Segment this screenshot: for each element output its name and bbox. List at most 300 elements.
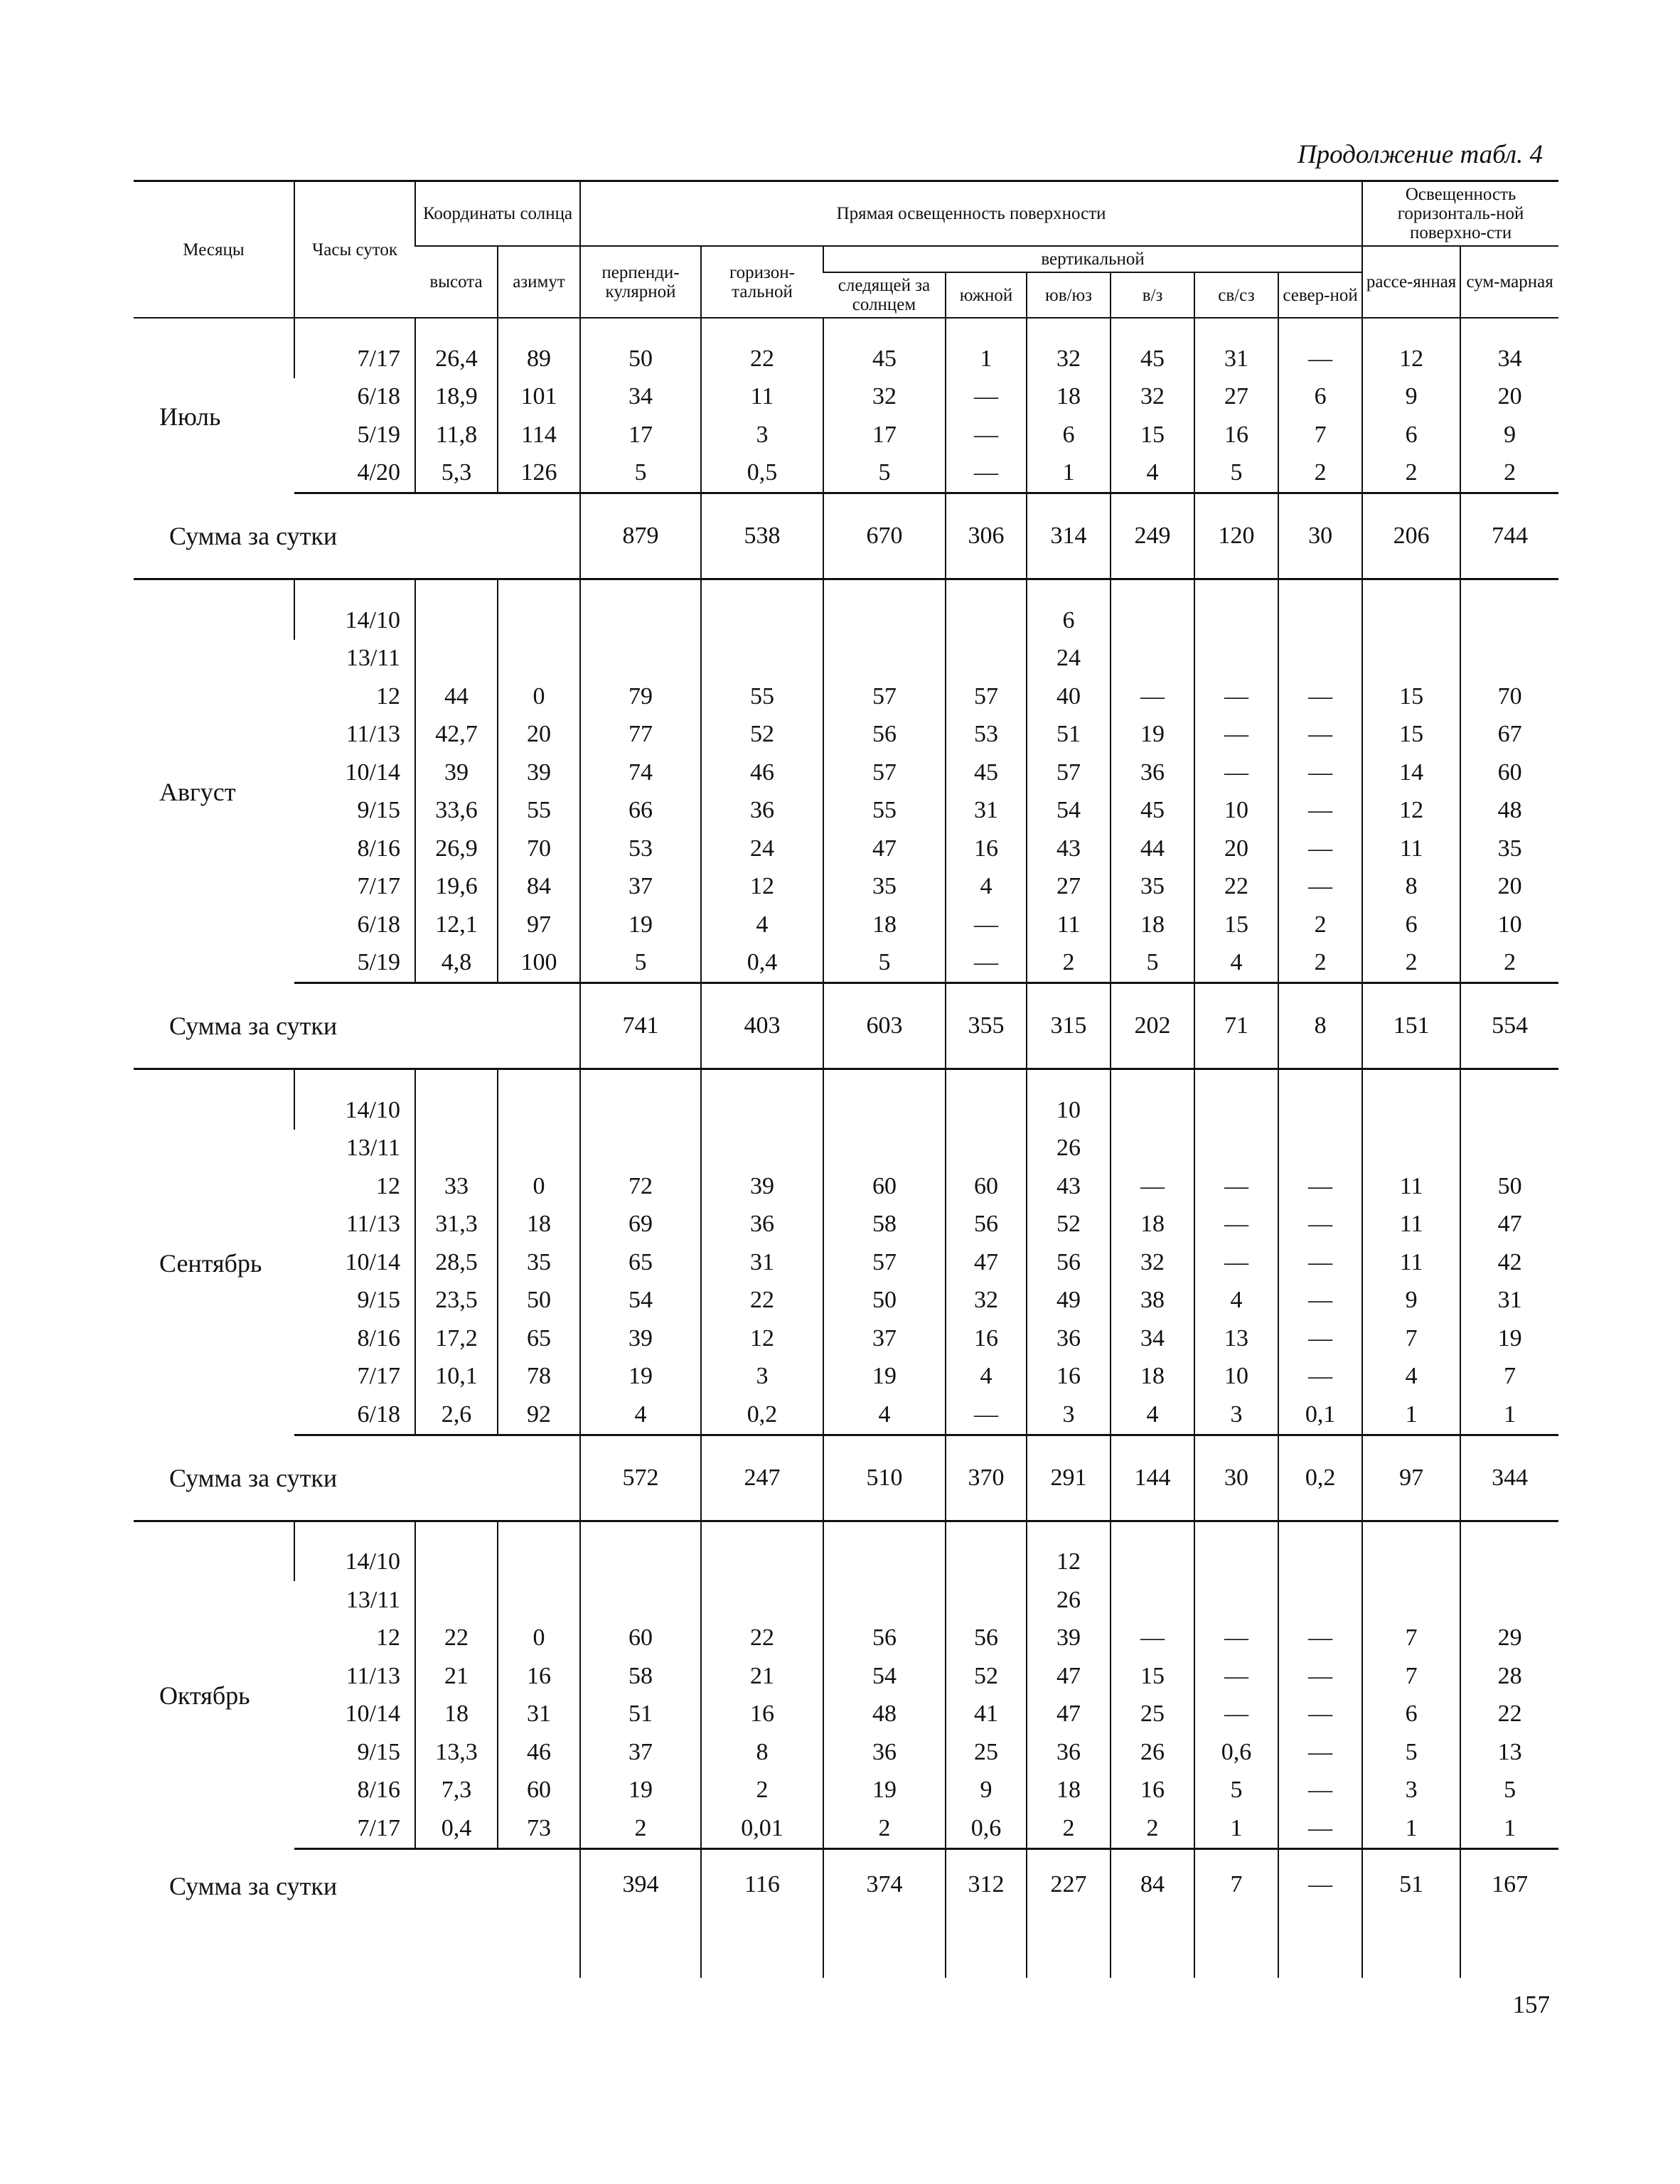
table-cell bbox=[946, 1581, 1027, 1620]
table-cell: 1 bbox=[946, 340, 1027, 378]
table-cell: 5 bbox=[823, 944, 946, 983]
table-cell: 5 bbox=[1194, 454, 1278, 493]
table-cell: 7,3 bbox=[415, 1772, 498, 1810]
header-south: южной bbox=[946, 272, 1027, 318]
table-cell: 12 bbox=[1362, 792, 1460, 830]
table-cell: 19 bbox=[1111, 716, 1194, 754]
table-cell: 40 bbox=[1027, 678, 1111, 716]
sum-cell: 116 bbox=[701, 1848, 823, 1978]
table-cell: 92 bbox=[498, 1396, 580, 1435]
hour-cell: 13/11 bbox=[346, 645, 400, 672]
table-cell: 36 bbox=[701, 1206, 823, 1244]
table-cell bbox=[823, 1581, 946, 1620]
table-cell bbox=[1194, 601, 1278, 640]
table-cell: 65 bbox=[498, 1320, 580, 1358]
table-cell: 17,2 bbox=[415, 1320, 498, 1358]
table-cell: 31 bbox=[498, 1696, 580, 1734]
table-cell bbox=[946, 1091, 1027, 1130]
table-row bbox=[134, 1696, 1558, 1734]
table-cell: — bbox=[1111, 678, 1194, 716]
table-cell bbox=[580, 1130, 701, 1168]
table-cell: 47 bbox=[823, 830, 946, 868]
hour-cell: 9/15 bbox=[357, 1738, 400, 1765]
table-row bbox=[134, 340, 1558, 378]
sum-cell: 84 bbox=[1111, 1848, 1194, 1978]
sum-cell: 741 bbox=[580, 983, 701, 1069]
table-cell: 17 bbox=[823, 416, 946, 454]
table-cell: — bbox=[1278, 716, 1362, 754]
table-cell: 49 bbox=[1027, 1282, 1111, 1320]
table-cell: — bbox=[1278, 754, 1362, 792]
table-cell: 57 bbox=[823, 1243, 946, 1282]
table-cell: — bbox=[946, 906, 1027, 944]
table-cell: — bbox=[1278, 1733, 1362, 1772]
table-cell: 22 bbox=[701, 1282, 823, 1320]
sum-cell: 71 bbox=[1194, 983, 1278, 1069]
table-row bbox=[134, 906, 1558, 944]
table-cell: 36 bbox=[1027, 1733, 1111, 1772]
table-cell: 26 bbox=[1111, 1733, 1194, 1772]
table-cell: 58 bbox=[823, 1206, 946, 1244]
header-vertical: вертикальной bbox=[823, 246, 1362, 272]
table-cell: 32 bbox=[1111, 378, 1194, 417]
table-cell: 56 bbox=[946, 1620, 1027, 1658]
table-cell: 11 bbox=[701, 378, 823, 417]
table-cell: 5 bbox=[1111, 944, 1194, 983]
sum-cell: 30 bbox=[1194, 1435, 1278, 1521]
table-cell: 16 bbox=[946, 1320, 1027, 1358]
hour-cell: 12 bbox=[376, 682, 400, 710]
table-cell: — bbox=[1278, 1320, 1362, 1358]
table-cell: — bbox=[1278, 1657, 1362, 1696]
table-cell: 22 bbox=[415, 1620, 498, 1658]
table-cell: 16 bbox=[1194, 416, 1278, 454]
hour-cell: 8/16 bbox=[357, 835, 400, 862]
sum-cell: 538 bbox=[701, 493, 823, 579]
block-spacer bbox=[134, 579, 1558, 602]
sum-cell: 370 bbox=[946, 1435, 1027, 1521]
table-cell: 2 bbox=[1278, 454, 1362, 493]
table-cell: 32 bbox=[1027, 340, 1111, 378]
table-cell: 6 bbox=[1362, 416, 1460, 454]
sum-cell: 151 bbox=[1362, 983, 1460, 1069]
table-cell: — bbox=[946, 454, 1027, 493]
table-cell: 77 bbox=[580, 716, 701, 754]
table-cell bbox=[1111, 1130, 1194, 1168]
table-cell: 14 bbox=[1362, 754, 1460, 792]
table-row bbox=[134, 944, 1558, 983]
table-cell: 20 bbox=[1194, 830, 1278, 868]
table-cell: 35 bbox=[1460, 830, 1558, 868]
table-cell: — bbox=[1278, 340, 1362, 378]
header-altitude: высота bbox=[415, 246, 498, 318]
table-cell: 55 bbox=[701, 678, 823, 716]
sum-cell: 572 bbox=[580, 1435, 701, 1521]
table-row bbox=[134, 1581, 1558, 1620]
table-cell: 24 bbox=[701, 830, 823, 868]
sum-cell: 603 bbox=[823, 983, 946, 1069]
table-cell: 15 bbox=[1111, 416, 1194, 454]
table-cell: 45 bbox=[1111, 340, 1194, 378]
table-cell: 0,6 bbox=[1194, 1733, 1278, 1772]
table-cell: — bbox=[946, 378, 1027, 417]
table-cell: 0,2 bbox=[701, 1396, 823, 1435]
table-cell bbox=[1111, 601, 1194, 640]
table-cell: 28 bbox=[1460, 1657, 1558, 1696]
table-cell: — bbox=[1194, 754, 1278, 792]
table-cell: 56 bbox=[946, 1206, 1027, 1244]
table-row bbox=[134, 1772, 1558, 1810]
table-cell: 114 bbox=[498, 416, 580, 454]
table-cell: 37 bbox=[823, 1320, 946, 1358]
table-cell: 18 bbox=[498, 1206, 580, 1244]
hour-cell: 10/14 bbox=[345, 1701, 400, 1728]
hour-cell: 10/14 bbox=[345, 1248, 400, 1275]
table-cell: 70 bbox=[1460, 678, 1558, 716]
sum-cell: 306 bbox=[946, 493, 1027, 579]
table-cell: 4 bbox=[701, 906, 823, 944]
table-cell: 57 bbox=[823, 754, 946, 792]
table-cell: 13 bbox=[1460, 1733, 1558, 1772]
header-azimuth: азимут bbox=[498, 246, 580, 318]
table-cell: 4 bbox=[1194, 1282, 1278, 1320]
header-diffuse: рассе-янная bbox=[1362, 246, 1460, 318]
table-cell: 32 bbox=[1111, 1243, 1194, 1282]
table-cell: 43 bbox=[1027, 1167, 1111, 1206]
table-cell: 11,8 bbox=[415, 416, 498, 454]
table-cell: 65 bbox=[580, 1243, 701, 1282]
table-cell: — bbox=[1278, 1809, 1362, 1848]
table-cell: 0,1 bbox=[1278, 1396, 1362, 1435]
table-cell: 47 bbox=[1460, 1206, 1558, 1244]
table-cell: 5,3 bbox=[415, 454, 498, 493]
table-cell: 18 bbox=[1027, 378, 1111, 417]
table-cell: 126 bbox=[498, 454, 580, 493]
table-cell: 11 bbox=[1362, 830, 1460, 868]
table-cell: — bbox=[1194, 1167, 1278, 1206]
hour-cell: 6/18 bbox=[294, 1396, 415, 1435]
table-cell: 69 bbox=[580, 1206, 701, 1244]
table-cell bbox=[415, 1581, 498, 1620]
table-cell: — bbox=[1278, 1620, 1362, 1658]
sum-cell: 167 bbox=[1460, 1848, 1558, 1978]
hour-cell: 5/19 bbox=[357, 421, 400, 448]
table-cell: 31 bbox=[1194, 340, 1278, 378]
table-cell: 1 bbox=[1460, 1396, 1558, 1435]
table-cell: 6 bbox=[1362, 1696, 1460, 1734]
table-cell: 52 bbox=[701, 716, 823, 754]
table-cell: 11 bbox=[1027, 906, 1111, 944]
table-row bbox=[134, 378, 1558, 417]
hour-cell: 10/14 bbox=[345, 759, 400, 786]
header-sun-coords: Координаты солнца bbox=[415, 181, 580, 247]
table-cell: 72 bbox=[580, 1167, 701, 1206]
sum-cell: 227 bbox=[1027, 1848, 1111, 1978]
table-cell: 39 bbox=[498, 754, 580, 792]
table-cell bbox=[580, 1543, 701, 1582]
sum-row bbox=[134, 493, 1558, 579]
hour-cell: 9/15 bbox=[357, 1287, 400, 1314]
sum-cell: 355 bbox=[946, 983, 1027, 1069]
table-cell bbox=[946, 601, 1027, 640]
table-cell: 34 bbox=[580, 378, 701, 417]
table-cell: 6 bbox=[1278, 378, 1362, 417]
table-cell: 24 bbox=[1027, 640, 1111, 678]
hour-cell: 9/15 bbox=[357, 797, 400, 824]
table-cell: 18 bbox=[1111, 1206, 1194, 1244]
table-cell: — bbox=[1194, 1620, 1278, 1658]
hour-cell: 8/16 bbox=[357, 1777, 400, 1804]
table-cell: 56 bbox=[823, 716, 946, 754]
table-cell: 53 bbox=[946, 716, 1027, 754]
table-cell: 0 bbox=[498, 1620, 580, 1658]
table-cell: 32 bbox=[946, 1282, 1027, 1320]
table-cell: 12 bbox=[701, 868, 823, 906]
header-total: сум-марная bbox=[1460, 246, 1558, 318]
table-cell: 20 bbox=[1460, 378, 1558, 417]
table-cell: 7 bbox=[1460, 1358, 1558, 1396]
table-cell: — bbox=[1111, 1620, 1194, 1658]
table-cell: 8 bbox=[701, 1733, 823, 1772]
sum-label: Сумма за сутки bbox=[134, 1435, 580, 1521]
sum-label: Сумма за сутки bbox=[169, 1871, 338, 1900]
table-cell bbox=[1111, 1581, 1194, 1620]
table-cell: 5 bbox=[580, 944, 701, 983]
table-cell: 31,3 bbox=[415, 1206, 498, 1244]
table-row bbox=[134, 792, 1558, 830]
table-cell: 2 bbox=[1278, 906, 1362, 944]
table-row bbox=[134, 454, 1558, 493]
table-cell bbox=[415, 601, 498, 640]
table-cell: — bbox=[1194, 1696, 1278, 1734]
table-row bbox=[134, 1320, 1558, 1358]
header-se-sw: юв/юз bbox=[1027, 272, 1111, 318]
table-row bbox=[134, 1243, 1558, 1282]
table-cell: — bbox=[1194, 716, 1278, 754]
table-cell: 3 bbox=[1027, 1396, 1111, 1435]
table-cell: 18 bbox=[823, 906, 946, 944]
table-cell: 26 bbox=[1027, 1130, 1111, 1168]
table-cell: 39 bbox=[1027, 1620, 1111, 1658]
table-cell: 19 bbox=[823, 1772, 946, 1810]
hour-cell: 13/11 bbox=[346, 1586, 400, 1613]
table-cell: 16 bbox=[498, 1657, 580, 1696]
table-cell: 36 bbox=[1111, 754, 1194, 792]
table-cell bbox=[1460, 1091, 1558, 1130]
table-cell bbox=[823, 1130, 946, 1168]
table-cell: — bbox=[1278, 1206, 1362, 1244]
table-cell bbox=[823, 640, 946, 678]
sum-cell: 670 bbox=[823, 493, 946, 579]
table-cell: 10,1 bbox=[415, 1358, 498, 1396]
table-cell bbox=[1111, 1091, 1194, 1130]
table-cell: 53 bbox=[580, 830, 701, 868]
table-cell: 19 bbox=[1460, 1320, 1558, 1358]
table-cell: 2 bbox=[1460, 454, 1558, 493]
table-cell bbox=[1278, 1091, 1362, 1130]
table-cell: 15 bbox=[1194, 906, 1278, 944]
sum-cell: 291 bbox=[1027, 1435, 1111, 1521]
table-cell: 18,9 bbox=[415, 378, 498, 417]
hour-cell: 14/10 bbox=[294, 601, 415, 640]
table-cell: 21 bbox=[701, 1657, 823, 1696]
table-cell: 3 bbox=[701, 1358, 823, 1396]
table-cell: 60 bbox=[823, 1167, 946, 1206]
table-cell: 0,5 bbox=[701, 454, 823, 493]
table-cell: — bbox=[1111, 1167, 1194, 1206]
table-body bbox=[134, 318, 1558, 1978]
table-cell: 45 bbox=[946, 754, 1027, 792]
table-cell: 54 bbox=[580, 1282, 701, 1320]
table-cell bbox=[498, 1091, 580, 1130]
table-cell: 4 bbox=[1111, 454, 1194, 493]
table-cell: 9 bbox=[1460, 416, 1558, 454]
table-cell bbox=[823, 1091, 946, 1130]
table-cell: 2 bbox=[580, 1809, 701, 1848]
table-cell bbox=[1278, 601, 1362, 640]
table-cell: 60 bbox=[498, 1772, 580, 1810]
table-cell: 19 bbox=[580, 1358, 701, 1396]
table-cell: 3 bbox=[1194, 1396, 1278, 1435]
table-cell: 27 bbox=[1027, 868, 1111, 906]
table-cell: 70 bbox=[498, 830, 580, 868]
table-cell: 34 bbox=[1111, 1320, 1194, 1358]
table-cell bbox=[1278, 1130, 1362, 1168]
table-cell bbox=[580, 601, 701, 640]
table-row bbox=[134, 1282, 1558, 1320]
table-cell bbox=[1362, 1130, 1460, 1168]
table-cell bbox=[498, 1130, 580, 1168]
table-cell: 13,3 bbox=[415, 1733, 498, 1772]
illumination-table bbox=[134, 180, 1558, 1978]
table-cell: 51 bbox=[1027, 716, 1111, 754]
sum-cell: 344 bbox=[1460, 1435, 1558, 1521]
table-cell bbox=[701, 1091, 823, 1130]
table-cell: 7 bbox=[1362, 1320, 1460, 1358]
block-spacer bbox=[134, 318, 1558, 340]
table-cell bbox=[1362, 1091, 1460, 1130]
table-cell: 2 bbox=[823, 1809, 946, 1848]
header-direct-illumination: Прямая освещенность поверхности bbox=[580, 181, 1362, 247]
table-cell: 57 bbox=[823, 678, 946, 716]
table-caption: Продолжение табл. 4 bbox=[1297, 140, 1543, 169]
table-row bbox=[134, 716, 1558, 754]
table-cell: 31 bbox=[1460, 1282, 1558, 1320]
table-row bbox=[134, 1543, 1558, 1582]
table-cell: 2 bbox=[1460, 944, 1558, 983]
table-cell: — bbox=[1278, 830, 1362, 868]
table-cell: 26 bbox=[1027, 1581, 1111, 1620]
table-cell bbox=[1460, 1581, 1558, 1620]
table-cell: 4 bbox=[946, 868, 1027, 906]
table-cell: 11 bbox=[1362, 1167, 1460, 1206]
header-months: Месяцы bbox=[134, 181, 294, 318]
table-row bbox=[134, 754, 1558, 792]
table-cell: — bbox=[1278, 1167, 1362, 1206]
table-cell: 73 bbox=[498, 1809, 580, 1848]
month-label: Октябрь bbox=[159, 1681, 250, 1711]
table-cell: 18 bbox=[415, 1696, 498, 1734]
table-cell: 6 bbox=[1027, 601, 1111, 640]
sum-cell: 312 bbox=[946, 1848, 1027, 1978]
table-row bbox=[134, 1657, 1558, 1696]
table-cell: 79 bbox=[580, 678, 701, 716]
table-cell: 44 bbox=[415, 678, 498, 716]
table-cell bbox=[415, 1130, 498, 1168]
table-cell: 60 bbox=[946, 1167, 1027, 1206]
table-cell: 2 bbox=[1362, 944, 1460, 983]
table-cell: — bbox=[946, 944, 1027, 983]
header-horizontal: горизон-тальной bbox=[701, 246, 823, 318]
table-cell: 4 bbox=[946, 1358, 1027, 1396]
table-cell: — bbox=[1278, 678, 1362, 716]
table-cell: 5 bbox=[823, 454, 946, 493]
table-cell: 19 bbox=[823, 1358, 946, 1396]
table-cell: 41 bbox=[946, 1696, 1027, 1734]
table-cell: 15 bbox=[1362, 678, 1460, 716]
table-cell: 27 bbox=[1194, 378, 1278, 417]
table-cell bbox=[1460, 1543, 1558, 1582]
header-north: север-ной bbox=[1278, 272, 1362, 318]
table-cell: 10 bbox=[1460, 906, 1558, 944]
table-cell: 29 bbox=[1460, 1620, 1558, 1658]
sum-label: Сумма за сутки bbox=[134, 983, 580, 1069]
hour-cell: 14/10 bbox=[294, 1543, 415, 1582]
table-cell: 25 bbox=[946, 1733, 1027, 1772]
table-cell: 45 bbox=[1111, 792, 1194, 830]
table-cell: 50 bbox=[1460, 1167, 1558, 1206]
table-cell: 50 bbox=[580, 340, 701, 378]
table-cell: 15 bbox=[1362, 716, 1460, 754]
table-cell bbox=[1194, 1543, 1278, 1582]
hour-cell: 11/13 bbox=[346, 1211, 400, 1238]
table-cell: 33,6 bbox=[415, 792, 498, 830]
table-cell: 7 bbox=[1362, 1657, 1460, 1696]
sum-cell: 879 bbox=[580, 493, 701, 579]
header-e-w: в/з bbox=[1111, 272, 1194, 318]
table-cell bbox=[701, 1130, 823, 1168]
table-cell bbox=[1194, 1091, 1278, 1130]
table-cell: 84 bbox=[498, 868, 580, 906]
hour-cell: 12 bbox=[376, 1172, 400, 1199]
hour-cell: 6/18 bbox=[357, 383, 400, 410]
table-row bbox=[134, 416, 1558, 454]
table-cell: 43 bbox=[1027, 830, 1111, 868]
table-cell: 0,01 bbox=[701, 1809, 823, 1848]
table-cell: 17 bbox=[580, 416, 701, 454]
sum-cell: 247 bbox=[701, 1435, 823, 1521]
table-cell bbox=[1362, 1543, 1460, 1582]
table-cell bbox=[701, 1543, 823, 1582]
table-cell bbox=[823, 1543, 946, 1582]
table-cell bbox=[701, 1581, 823, 1620]
table-cell bbox=[580, 640, 701, 678]
table-cell bbox=[1460, 640, 1558, 678]
table-cell: 19 bbox=[580, 906, 701, 944]
sum-cell: 144 bbox=[1111, 1435, 1194, 1521]
table-cell: 0 bbox=[498, 678, 580, 716]
table-cell: — bbox=[946, 416, 1027, 454]
table-cell: 4 bbox=[1362, 1358, 1460, 1396]
table-cell: 42,7 bbox=[415, 716, 498, 754]
table-cell: 16 bbox=[946, 830, 1027, 868]
header-perpendicular: перпенди-кулярной bbox=[580, 246, 701, 318]
table-cell: 12,1 bbox=[415, 906, 498, 944]
table-row bbox=[134, 1206, 1558, 1244]
sum-cell: 8 bbox=[1278, 983, 1362, 1069]
table-cell bbox=[1111, 640, 1194, 678]
table-cell: 23,5 bbox=[415, 1282, 498, 1320]
